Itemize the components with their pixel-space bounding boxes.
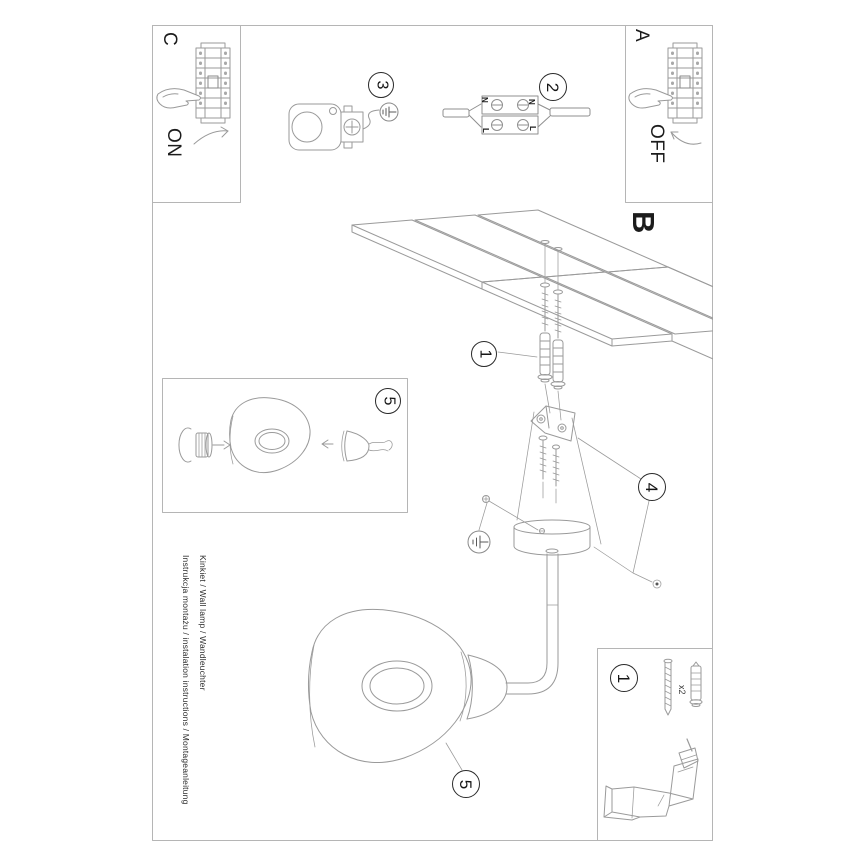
ceiling-panels <box>352 210 800 397</box>
step5-badge: 5 <box>452 770 480 798</box>
footer-instructions-title: Instrukcja montażu / instalation instructions / Montageanleitung <box>181 555 191 805</box>
ceiling-canopy <box>514 520 590 555</box>
assembly-arrow-icon <box>213 441 230 449</box>
page-border <box>153 26 713 841</box>
canopy-earth-detail <box>479 496 538 531</box>
panel-a-label: A <box>631 29 652 42</box>
rotate-on-arrow-icon <box>194 127 228 144</box>
fuse-box-with-finger-icon <box>157 43 230 123</box>
footer-product-name: Kinkiet / Wall lamp / Wandleuchter <box>198 555 208 691</box>
rotate-off-arrow-icon <box>671 132 701 144</box>
wall-anchor-icon <box>551 340 565 389</box>
step2-badge: 2 <box>539 73 567 101</box>
step1-badge: 1 <box>610 664 638 692</box>
lamp-socket-dome <box>467 655 507 719</box>
earth-wire <box>363 110 379 129</box>
wire-l-label: L <box>528 126 537 131</box>
step5-exploded-view <box>179 398 392 473</box>
panel-c-label: C <box>159 32 180 46</box>
panel-b-label: B <box>626 211 661 234</box>
assembly-arrow-icon <box>322 440 333 448</box>
drill-icon <box>604 739 698 820</box>
wall-anchor-icon <box>538 333 552 382</box>
lamp-wire <box>369 441 392 451</box>
step4-badge: 4 <box>638 473 666 501</box>
lamp-arm <box>506 554 558 694</box>
step1-badge: 1 <box>471 341 497 367</box>
switch-on-label: ON <box>163 128 184 158</box>
wire-n-label: N <box>480 97 489 103</box>
step3-terminal-bracket <box>289 104 379 150</box>
bracket-screws <box>539 436 560 503</box>
earth-ground-icon <box>380 103 398 121</box>
panel-a-box <box>626 26 713 203</box>
wire-l-label: L <box>481 128 490 133</box>
leader-lines <box>446 352 537 770</box>
wall-anchor-icon <box>690 662 702 707</box>
step5-badge: 5 <box>375 388 401 414</box>
earth-ground-icon <box>468 531 490 553</box>
step2-wire-connector <box>443 96 590 134</box>
screw-icon <box>664 659 672 715</box>
mounting-bracket <box>531 406 575 441</box>
anchor-qty-label: x2 <box>677 685 687 695</box>
wire-n-label: N <box>527 99 536 105</box>
fuse-box-with-finger-icon <box>629 43 702 123</box>
ceiling-screws-and-anchors <box>538 241 565 421</box>
holder-dome <box>347 431 369 461</box>
wall-lamp-shade <box>308 609 507 762</box>
switch-off-label: OFF <box>646 124 667 164</box>
step3-badge: 3 <box>368 72 394 98</box>
